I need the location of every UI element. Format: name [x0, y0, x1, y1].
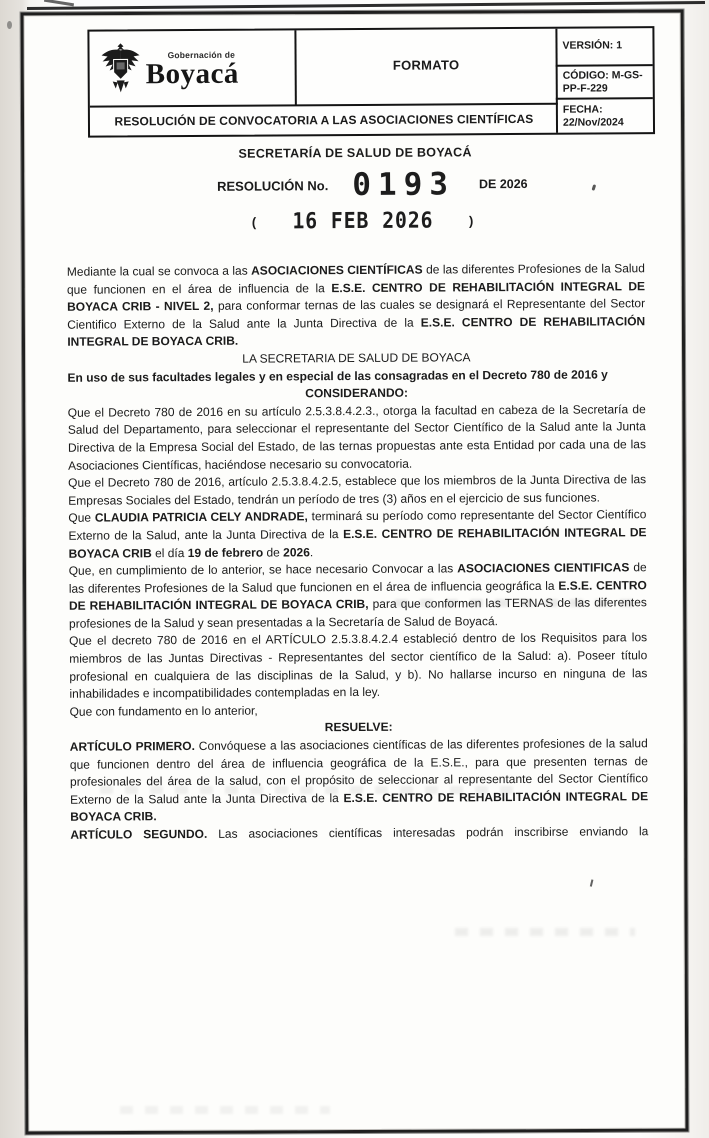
- scan-bleed-artifact: [395, 599, 640, 607]
- text-run: Las asociaciones científicas interesadas podrán inscribirse enviando la: [218, 824, 649, 841]
- paragraph-facultades: [67, 366, 645, 387]
- text-run: Convóquese a las asociaciones científicas de las diferentes profesiones de la salud que funcionen dentro del área de influencia geográfica de la E.S.E., para que presenten ternas de profesionales del área de la salud, con el propósito de seleccionar al representante del Sector Científico Externo de la Salud ante la Junta Directiva de la: [69, 736, 649, 807]
- date-value: 22/Nov/2024: [562, 115, 624, 129]
- scan-bleed-artifact: [455, 928, 635, 936]
- text-run-bold: ASOCIACIONES CIENTIFICAS: [457, 560, 634, 576]
- code-cell: CÓDIGO: M-GS-PP-F-229: [562, 69, 643, 95]
- format-label: FORMATO: [392, 57, 460, 73]
- stamped-date-line: [80, 203, 644, 238]
- logo-org-name: Boyacá: [145, 57, 239, 91]
- header-table: [87, 26, 655, 137]
- table-divider: [556, 64, 653, 67]
- text-run-bold: E.S.E. CENTRO DE REHABILITACIÓN INTEGRAL DE BOYACA CRIB.: [67, 314, 646, 350]
- text-run: Que, en cumplimiento de lo anterior, se hace necesario Convocar a las: [68, 561, 458, 578]
- text-run-bold: E.S.E. CENTRO DE REHABILITACIÓN INTEGRAL DE BOYACA CRIB.: [70, 789, 649, 825]
- text-run-bold: E.S.E. CENTRO DE REHABILITACIÓN INTEGRAL DE BOYACA CRIB,: [68, 577, 647, 614]
- title-block: [66, 144, 645, 239]
- resolution-label: RESOLUCIÓN No.: [217, 177, 329, 194]
- text-run: Que el Decreto 780 de 2016 en su artículo 2.5.3.8.4.2.3., otorga la facultad en cabeza de la Secretaría de Salud del Departamento, para seleccionar el representante del Sector Científico de la Salud ante la Junta Directiva de la Empresa Social del Estado, de las ternas propuestas ante esta Entidad por cada una de las Asociaciones Científicas, haciéndose necesario su convocatoria.: [67, 401, 646, 473]
- text-run-bold: 19 de febrero: [187, 545, 267, 560]
- text-run-bold: RESUELVE:: [324, 720, 393, 735]
- text-run: para conformar ternas de las cuales se designará el Representante del Sector Cientifico Externo de la Salud ante la Junta Directiva de la: [67, 296, 646, 332]
- logo-org-small: Gobernación de: [167, 49, 236, 61]
- text-run: Que: [68, 510, 95, 526]
- date-label: FECHA:: [562, 103, 603, 116]
- close-paren: ): [468, 212, 474, 228]
- boyaca-eagle-crest-icon: [99, 42, 141, 99]
- resolution-year: DE 2026: [478, 176, 528, 192]
- text-run-bold: ARTÍCULO PRIMERO.: [69, 738, 199, 754]
- text-run: de las diferentes Profesiones de la Salud que funcionen en el área de influencia geográfica la: [68, 560, 647, 596]
- text-run: LA SECRETARIA DE SALUD DE BOYACA: [242, 350, 471, 366]
- text-run-bold: E.S.E. CENTRO DE REHABILITACIÓN INTEGRAL DE BOYACA CRIB: [68, 525, 647, 561]
- text-run: Que el decreto 780 de 2016 en el ARTÍCULO 2.5.3.8.4.2.4 estableció dentro de los Requisitos para los miembros de las Juntas Directivas - Representantes del sector científico de la Salud: a). Poseer título profesional en cualquiera de las disciplinas de la Salud, y b). No hallarse incurso en ninguna de las inhabilidades e incompatibilidades contempladas en la ley.: [69, 630, 648, 701]
- text-run-bold: ARTÍCULO SEGUNDO.: [70, 826, 219, 842]
- text-run: de las diferentes Profesiones de la Salud que funcionen en el área de influencia de la: [66, 261, 645, 297]
- paragraph-articulo-segundo: [70, 823, 648, 844]
- text-run: Que con fundamento en lo anterior,: [69, 703, 258, 719]
- text-run: para que conformen las TERNAS de las diferentes profesiones de la Salud y sean presentadas a la Secretaría de Salud de Boyacá.: [68, 595, 647, 631]
- text-run-bold: E.S.E. CENTRO DE REHABILITACIÓN INTEGRAL DE BOYACA CRIB - NIVEL 2,: [67, 278, 646, 314]
- scan-speck: [590, 879, 594, 886]
- paragraph-claudia: [68, 507, 646, 563]
- document-title: RESOLUCIÓN DE CONVOCATORIA A LAS ASOCIACIONES CIENTÍFICAS: [114, 111, 534, 129]
- paragraph-articulo-primero: [70, 735, 649, 826]
- text-run-bold: CONSIDERANDO:: [305, 385, 408, 401]
- table-divider: [556, 97, 653, 100]
- scan-bleed-artifact: [100, 786, 520, 794]
- text-run: de: [266, 544, 284, 560]
- date-cell: [563, 103, 649, 129]
- paragraph-intro: [67, 260, 646, 351]
- gobernacion-boyaca-logo: [99, 38, 291, 101]
- text-run: Mediante la cual se convoca a las: [66, 263, 252, 279]
- resolution-number-stamp: 0193: [352, 166, 456, 204]
- paragraph-decreto-424: [69, 630, 647, 704]
- text-run-bold: En uso de sus facultades legales y en especial de las consagradas en el Decreto 780 de 2016 y: [67, 367, 608, 385]
- open-paren: (: [251, 214, 257, 230]
- text-run: .: [309, 544, 314, 559]
- logo-wordmark: [146, 51, 239, 89]
- text-run: el día: [155, 545, 188, 560]
- scan-bleed-artifact: [120, 1106, 330, 1114]
- text-run: terminará su período como representante del Sector Científico Externo de la Salud, ante la Junta Directiva de la: [68, 507, 647, 543]
- document-body: [67, 260, 649, 844]
- date-stamp: 16 FEB 2026: [291, 208, 434, 234]
- text-run: Que el Decreto 780 de 2016, artículo 2.5.3.8.4.2.5, establece que los miembros de la Junta Directiva de las Empresas Sociales del Estado, tendrán un período de tres (3) años en el ejercicio de sus funciones.: [68, 472, 647, 508]
- text-run-bold: CLAUDIA PATRICIA CELY ANDRADE,: [94, 509, 312, 525]
- entity-name: SECRETARÍA DE SALUD DE BOYACÁ: [238, 145, 472, 161]
- paragraph-decreto-425: [68, 471, 646, 510]
- paragraph-cumplimiento: [69, 559, 647, 633]
- text-run-bold: 2026: [283, 544, 310, 559]
- resolution-line: [100, 165, 644, 204]
- version-cell: VERSIÓN: 1: [562, 39, 623, 52]
- paragraph-decreto-423: [68, 401, 646, 475]
- text-run-bold: ASOCIACIONES CIENTÍFICAS: [251, 262, 427, 278]
